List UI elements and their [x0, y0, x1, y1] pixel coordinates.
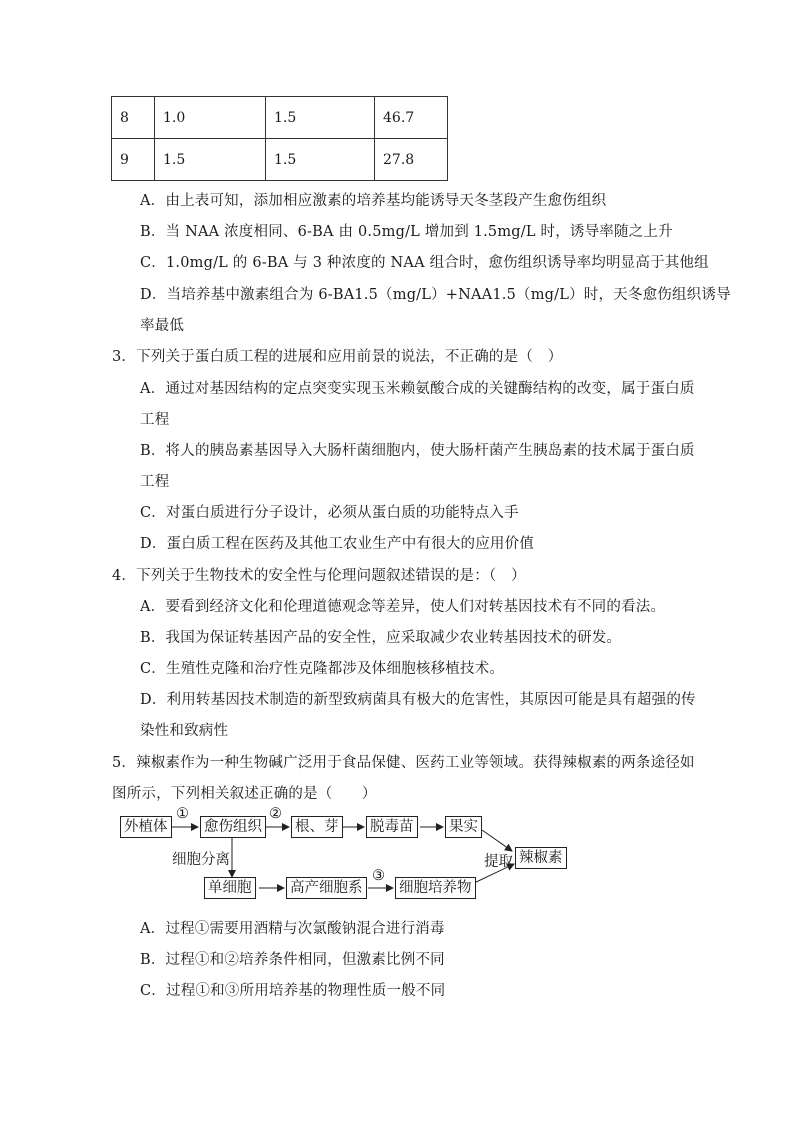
q3-option-b: B．将人的胰岛素基因导入大肠杆菌细胞内，使大肠杆菌产生胰岛素的技术属于蛋白质 [140, 443, 695, 459]
q2-option-b: B．当 NAA 浓度相同、6-BA 由 0.5mg/L 增加到 1.5mg/L 时，诱导率随之上升 [140, 224, 673, 240]
table-cell: 1.0 [155, 97, 266, 139]
table-row [112, 139, 448, 181]
table-cell: 1.5 [266, 139, 375, 181]
node-explant: 外植体 [120, 816, 172, 838]
q3-option-a-cont: 工程 [140, 412, 170, 428]
q5-option-c: C．过程①和③所用培养基的物理性质一般不同 [140, 983, 446, 999]
q4-option-c: C．生殖性克隆和治疗性克隆都涉及体细胞核移植技术。 [140, 661, 505, 677]
flow-diagram [112, 806, 712, 906]
node-capsaicin: 辣椒素 [515, 847, 567, 869]
label-step3: ③ [372, 868, 385, 884]
label-extract: 提取 [484, 854, 513, 870]
table-cell: 1.5 [155, 139, 266, 181]
table-row [112, 97, 448, 139]
node-root-bud: 根、芽 [291, 816, 343, 838]
node-virus-free: 脱毒苗 [366, 816, 418, 838]
q5-stem-cont: 图所示，下列相关叙述正确的是（ ） [112, 786, 377, 802]
label-step2: ② [269, 806, 282, 822]
q3-option-a: A．通过对基因结构的定点突变实现玉米赖氨酸合成的关键酶结构的改变，属于蛋白质 [140, 381, 695, 397]
q3-stem: 3．下列关于蛋白质工程的进展和应用前景的说法，不正确的是（ ） [112, 349, 563, 365]
q4-option-a: A．要看到经济文化和伦理道德观念等差异，使人们对转基因技术有不同的看法。 [140, 599, 666, 615]
q5-stem: 5．辣椒素作为一种生物碱广泛用于食品保健、医药工业等领域。获得辣椒素的两条途径如 [112, 755, 695, 771]
q5-option-b: B．过程①和②培养条件相同，但激素比例不同 [140, 952, 445, 968]
q4-option-b: B．我国为保证转基因产品的安全性，应采取减少农业转基因技术的研发。 [140, 630, 622, 646]
node-single-cell: 单细胞 [204, 877, 256, 899]
table-cell: 46.7 [375, 97, 448, 139]
q2-option-d-cont: 率最低 [140, 318, 185, 334]
node-callus: 愈伤组织 [200, 816, 266, 838]
node-high-yield: 高产细胞系 [286, 877, 367, 899]
node-fruit: 果实 [445, 816, 482, 838]
q2-option-d: D．当培养基中激素组合为 6-BA1.5（mg/L）+NAA1.5（mg/L）时，天冬愈伤组织诱导 [140, 287, 731, 303]
label-separation: 细胞分离 [172, 852, 230, 868]
node-culture: 细胞培养物 [395, 877, 476, 899]
q2-option-c: C．1.0mg/L 的 6-BA 与 3 种浓度的 NAA 组合时，愈伤组织诱导率均明显高于其他组 [140, 255, 709, 271]
table-cell: 1.5 [266, 97, 375, 139]
q4-option-d-cont: 染性和致病性 [140, 723, 229, 739]
label-step1: ① [176, 806, 189, 822]
arrow-fruit-capsaicin [482, 830, 512, 851]
q3-option-b-cont: 工程 [140, 474, 170, 490]
table-cell: 8 [112, 97, 155, 139]
q2-option-a: A．由上表可知，添加相应激素的培养基均能诱导天冬茎段产生愈伤组织 [140, 193, 607, 209]
q4-stem: 4．下列关于生物技术的安全性与伦理问题叙述错误的是：（ ） [112, 568, 526, 584]
data-table [111, 96, 448, 181]
q4-option-d: D．利用转基因技术制造的新型致病菌具有极大的危害性，其原因可能是具有超强的传 [140, 692, 696, 708]
q3-option-d: D．蛋白质工程在医药及其他工农业生产中有很大的应用价值 [140, 536, 535, 552]
q5-option-a: A．过程①需要用酒精与次氯酸钠混合进行消毒 [140, 921, 445, 937]
table-cell: 27.8 [375, 139, 448, 181]
q3-option-c: C．对蛋白质进行分子设计，必须从蛋白质的功能特点入手 [140, 505, 519, 521]
table-cell: 9 [112, 139, 155, 181]
